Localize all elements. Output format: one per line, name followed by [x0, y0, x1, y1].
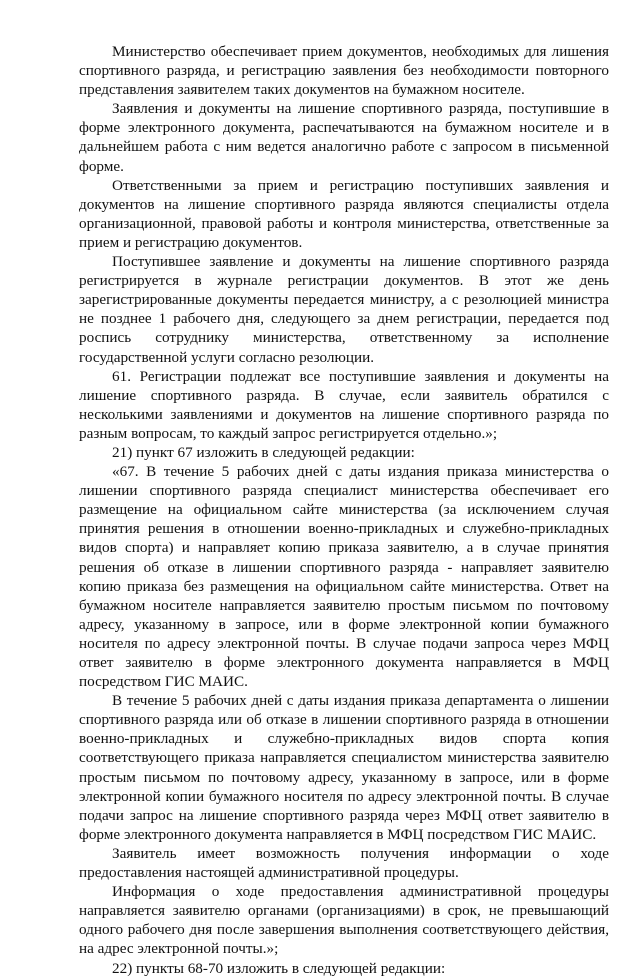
paragraph-electronic-documents: Заявления и документы на лишение спортивного разряда, поступившие в форме электронного документа, распечатываются на бумажном носителе и в дальнейшем работа с ним ведется аналогично работе с запросом в письменной форме. — [79, 100, 609, 175]
document-page — [79, 42, 609, 978]
paragraph-responsible-staff: Ответственными за прием и регистрацию поступивших заявления и документов на лишение спортивного разряда являются специалисты отдела организационной, правовой работы и контроля министерства, ответственные за прием и регистрацию документов. — [79, 176, 609, 251]
paragraph-registration-journal: Поступившее заявление и документы на лишение спортивного разряда регистрируется в журнале регистрации документов. В этот же день зарегистрированные документы передается министру, а с резолюцией министра не позднее 1 рабочего дня, следующего за днем регистрации, передается под роспись сотруднику министерства, ответственному за исполнение государственной услуги согласно резолюции. — [79, 253, 609, 366]
paragraph-applicant-information: Заявитель имеет возможность получения информации о ходе предоставления настоящей административной процедуры. — [79, 844, 609, 882]
paragraph-amendment-22: 22) пункты 68-70 изложить в следующей редакции: — [112, 959, 446, 977]
paragraph-progress-information: Информация о ходе предоставления административной процедуры направляется заявителю органами (организациями) в срок, не превышающий одного рабочего дня после завершения выполнения соответствующего действия, на адрес электронной почты.»; — [79, 883, 609, 958]
paragraph-department-order: В течение 5 рабочих дней с даты издания приказа департамента о лишении спортивного разряда или об отказе в лишении спортивного разряда в отношении военно-прикладных и служебно-прикладных видов спорта копия соответствующего приказа направляется специалистом министерства заявителю простым письмом по почтовому адресу, указанному в запросе, или в форме электронной копии бумажного носителя по адресу электронной почты. В случае подачи запрос на лишение спортивного разряда через МФЦ ответ заявителю в форме электронного документа направляется в МФЦ посредством ГИС МАИС. — [79, 692, 609, 843]
paragraph-clause-67: «67. В течение 5 рабочих дней с даты издания приказа министерства о лишении спортивного разряда специалист министерства обеспечивает его размещение на официальном сайте министерства (за исключением случая принятия решения в отношении военно-прикладных и служебно-прикладных видов спорта) и направляет копию приказа заявителю, а в случае принятия решения об отказе в лишении спортивного разряда - направляет заявителю копию приказа без размещения на официальном сайте министерства. Ответ на бумажном носителе направляется заявителю простым письмом по почтовому адресу, указанному в запросе, или в форме электронной копии бумажного носителя по адресу электронной почты. В случае подачи запроса через МФЦ ответ заявителю в форме электронного документа направляется в МФЦ посредством ГИС МАИС. — [79, 463, 609, 691]
paragraph-clause-61: 61. Регистрации подлежат все поступившие заявления и документы на лишение спортивного разряда. В случае, если заявитель обратился с несколькими заявлениями и документов на лишение спортивного разряда по разным вопросам, то каждый запрос регистрируется отдельно.»; — [79, 367, 609, 442]
paragraph-amendment-21: 21) пункт 67 изложить в следующей редакции: — [112, 443, 415, 461]
paragraph-document-acceptance: Министерство обеспечивает прием документов, необходимых для лишения спортивного разряда, и регистрацию заявления без необходимости повторного представления заявителем таких документов на бумажном носителе. — [79, 43, 609, 99]
